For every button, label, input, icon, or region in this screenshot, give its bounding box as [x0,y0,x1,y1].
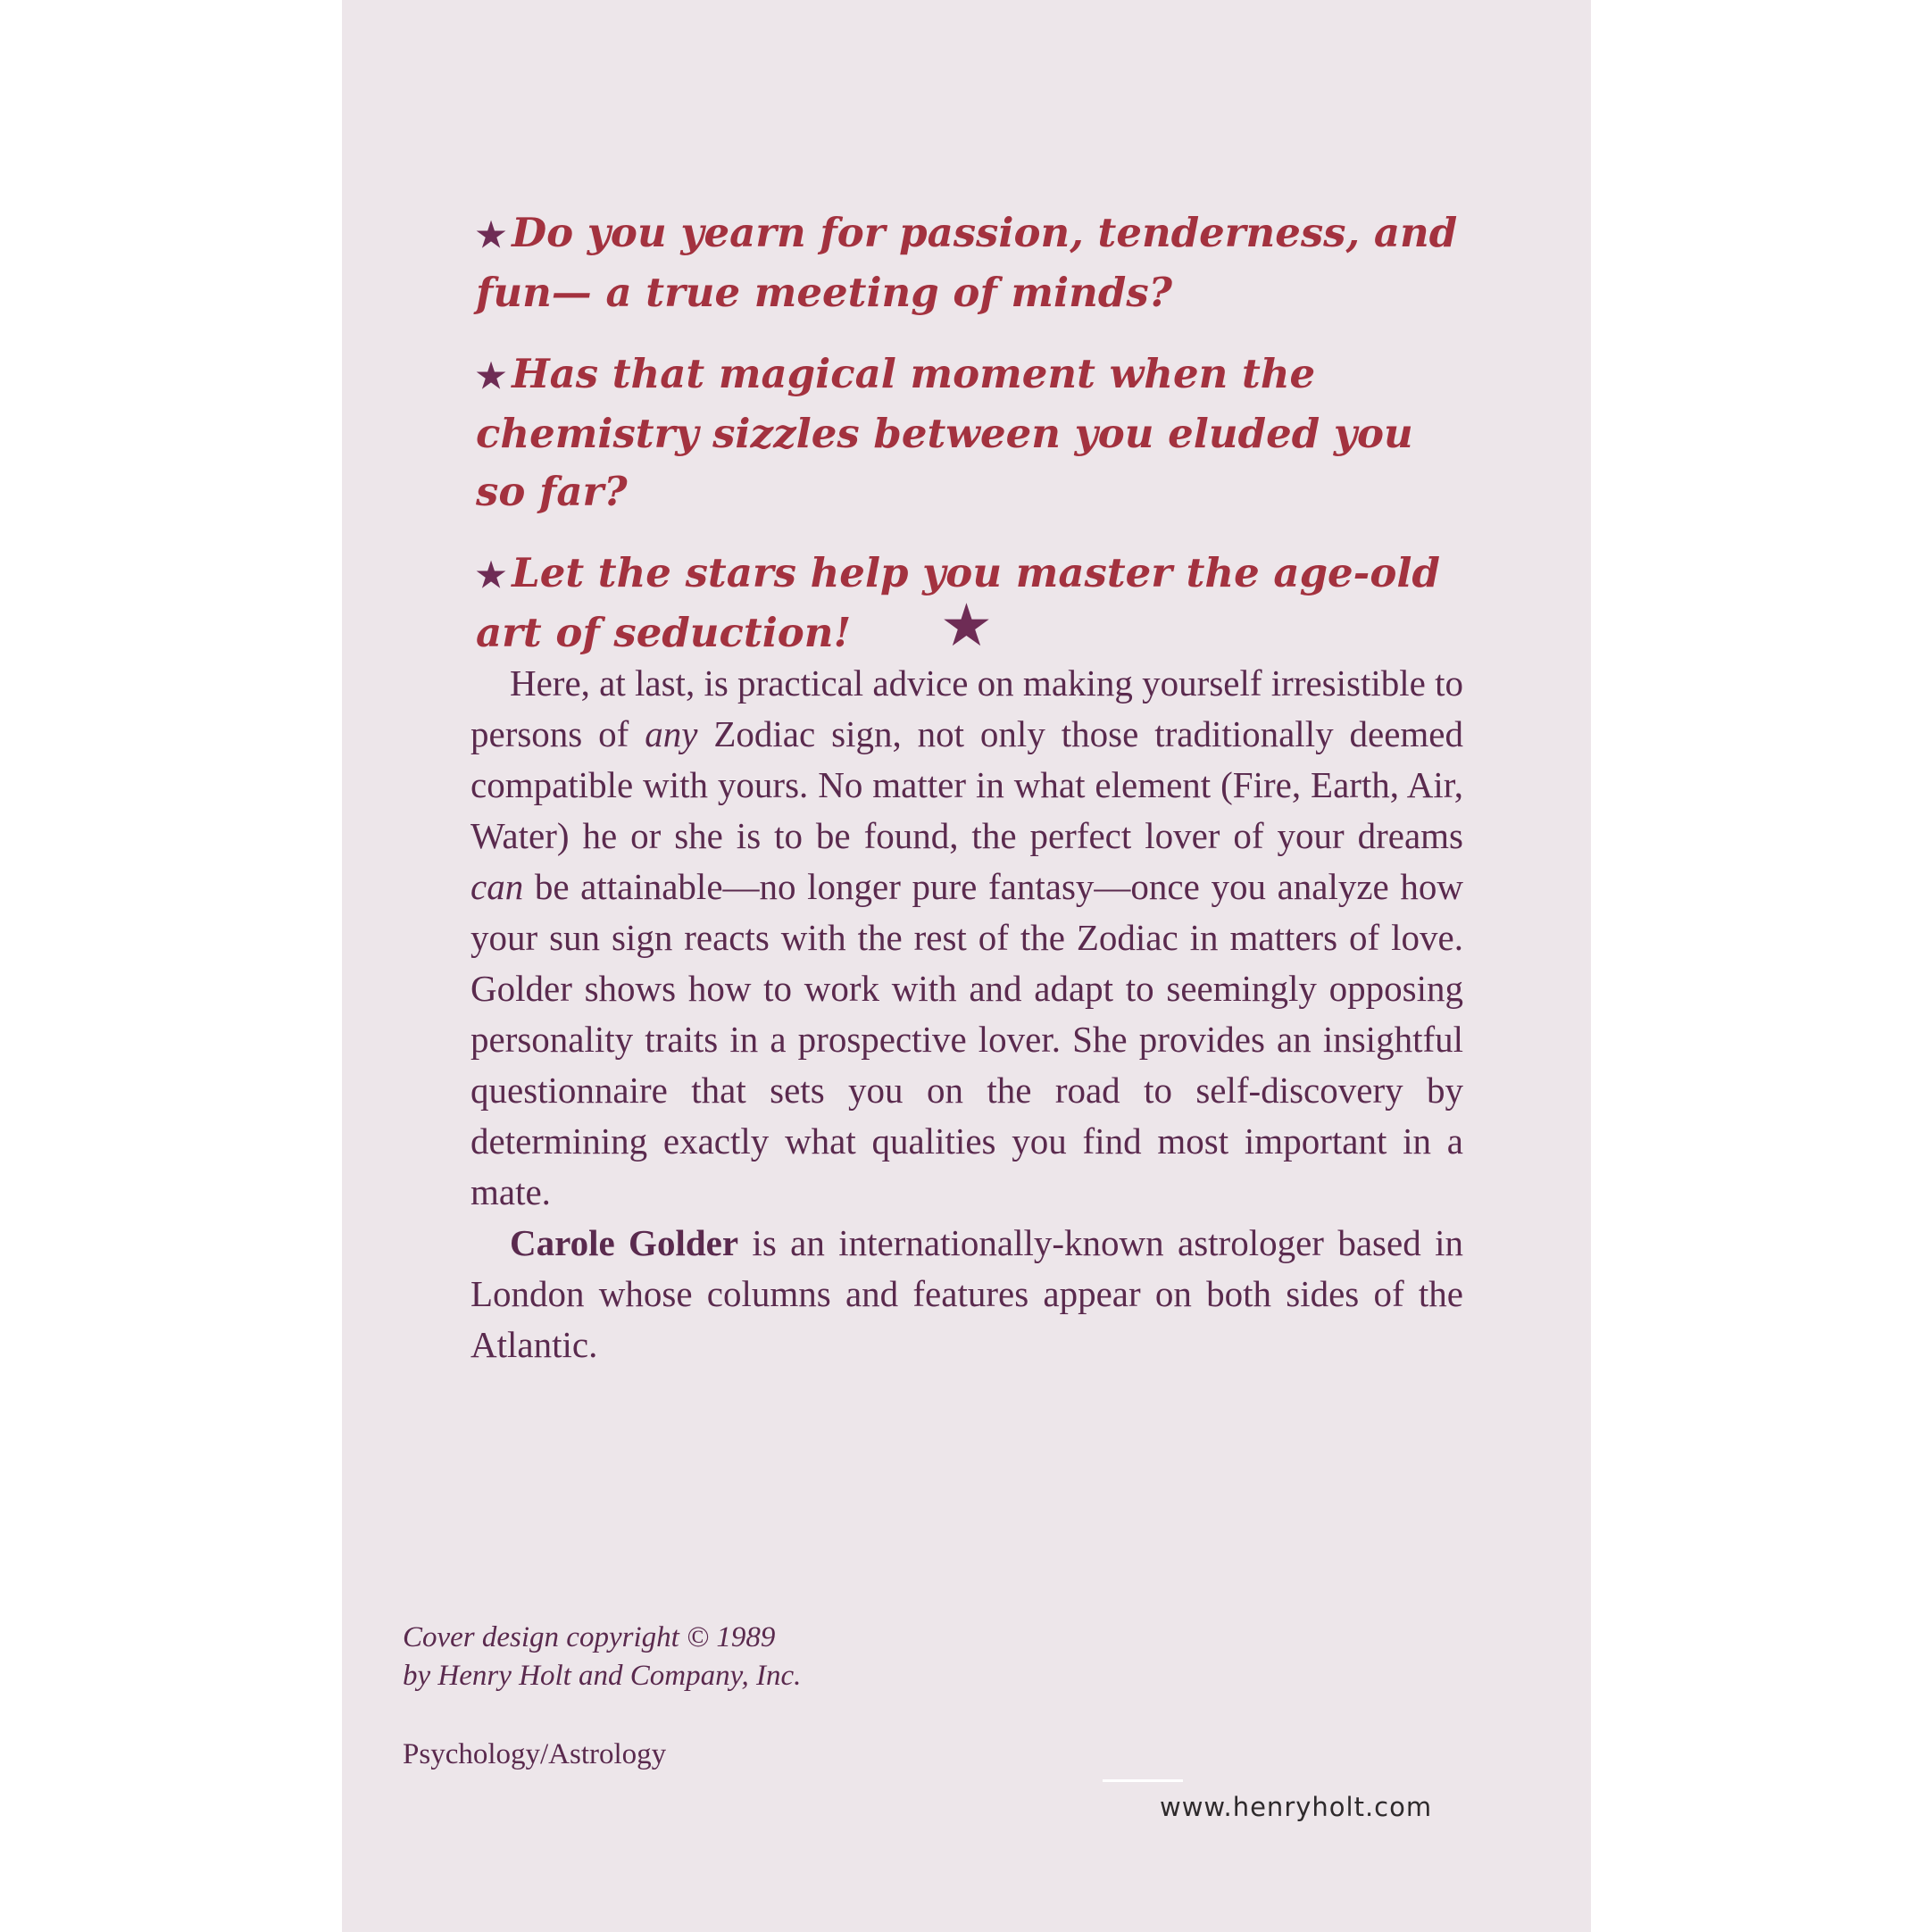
description [471,658,1463,1370]
star-icon: ★ [476,214,507,254]
headline-bullet-text: Has that magical moment when the chemistry sizzles between you eluded you so far? [476,350,1413,515]
back-cover [342,0,1591,1932]
headline-bullet-text: Do you yearn for passion, tenderness, and fun— a true meeting of minds? [476,209,1458,316]
author-bio-text: is an internationally-known astrologer based in London whose columns and features appear on both sides of the Atlantic. [471,1222,1463,1365]
emphasis-text: can [471,866,524,907]
credit-line-2: by Henry Holt and Company, Inc. [403,1660,802,1692]
headline-bullet-text: Let the stars help you master the age-old art of seduction! [476,549,1440,656]
barcode-area-edge [1103,1779,1183,1782]
cover-credit [403,1619,801,1695]
headline-bullet-2 [476,345,1467,520]
description-text: be attainable—no longer pure fantasy—once you analyze how your sun sign reacts with the rest of the Zodiac in matters of love. Golder shows how to work with and adapt to seemingly opposing personality traits in a prospective lover. She provides an insightful questionnaire that sets you on the road to self-discovery by determining exactly what qualities you find most important in a mate. [471,866,1463,1212]
description-paragraph [471,658,1463,1218]
star-icon: ★ [476,355,507,396]
divider-star-icon: ★ [939,591,994,660]
description-text: Zodiac sign, not only those traditionally deemed compatible with yours. No matter in what element (Fire, Earth, Air, Water) he or she is to be found, the perfect lover of your dreams [471,713,1463,856]
author-bio [471,1218,1463,1370]
description-text: Here, at last, is practical advice on making yourself irresistible to persons of [471,662,1463,754]
credit-line-1: Cover design copyright © 1989 [403,1621,776,1653]
author-name: Carole Golder [510,1222,739,1263]
category-label: Psychology/Astrology [403,1738,667,1770]
publisher-url[interactable]: www.henryholt.com [1160,1792,1433,1822]
emphasis-text: any [645,713,698,754]
star-icon: ★ [476,554,507,595]
headline-bullet-1 [476,204,1467,321]
